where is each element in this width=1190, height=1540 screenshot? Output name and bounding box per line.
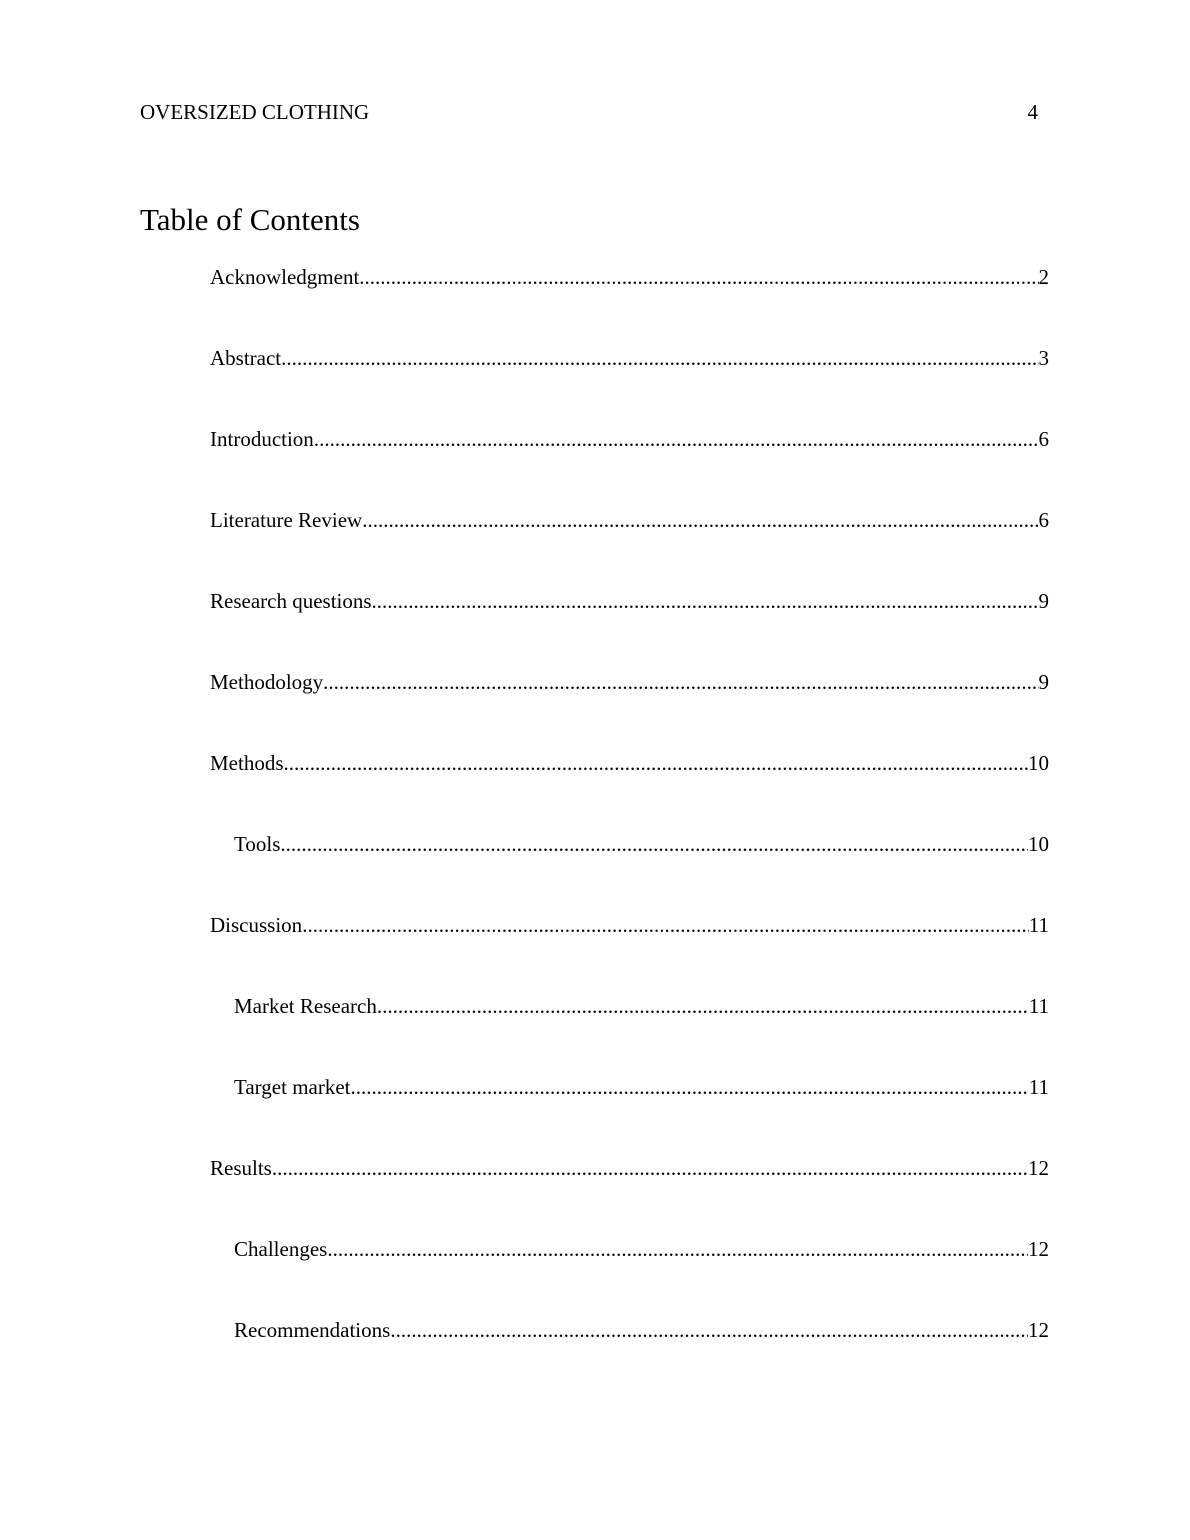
toc-entry-label: Market Research <box>234 994 377 1018</box>
toc-entry-label: Recommendations <box>234 1318 391 1342</box>
toc-entry-acknowledgment[interactable] <box>210 262 1049 343</box>
toc-entry-label: Literature Review <box>210 508 363 532</box>
toc-entry-page: 10 <box>1028 832 1049 856</box>
toc-entry-label: Challenges <box>234 1237 328 1261</box>
toc-list <box>210 262 1049 1396</box>
toc-entry-label: Research questions <box>210 589 372 613</box>
toc-entry-label: Methods <box>210 751 284 775</box>
toc-entry-page: 12 <box>1028 1156 1049 1180</box>
dot-leader <box>390 1315 1028 1345</box>
toc-entry-page: 9 <box>1038 670 1049 694</box>
dot-leader <box>362 505 1038 535</box>
toc-entry-abstract[interactable] <box>210 343 1049 424</box>
toc-entry-label: Tools <box>234 832 281 856</box>
dot-leader <box>314 424 1039 454</box>
toc-entry-page: 11 <box>1028 994 1049 1018</box>
toc-entry-page: 3 <box>1038 346 1049 370</box>
dot-leader <box>351 1072 1029 1102</box>
toc-entry-recommendations[interactable] <box>210 1315 1049 1396</box>
toc-entry-label: Results <box>210 1156 272 1180</box>
toc-entry-page: 12 <box>1028 1237 1049 1261</box>
toc-entry-page: 6 <box>1038 508 1049 532</box>
toc-entry-introduction[interactable] <box>210 424 1049 505</box>
toc-entry-discussion[interactable] <box>210 910 1049 991</box>
toc-entry-page: 11 <box>1028 913 1049 937</box>
toc-entry-target-market[interactable] <box>210 1072 1049 1153</box>
toc-entry-results[interactable] <box>210 1153 1049 1234</box>
toc-entry-label: Abstract <box>210 346 282 370</box>
toc-entry-market-research[interactable] <box>210 991 1049 1072</box>
toc-entry-page: 6 <box>1038 427 1049 451</box>
dot-leader <box>377 991 1029 1021</box>
toc-entry-research-questions[interactable] <box>210 586 1049 667</box>
toc-entry-label: Methodology <box>210 670 324 694</box>
toc-entry-page: 2 <box>1038 265 1049 289</box>
dot-leader <box>323 667 1038 697</box>
toc-entry-page: 9 <box>1038 589 1049 613</box>
dot-leader <box>359 262 1038 292</box>
toc-entry-label: Introduction <box>210 427 314 451</box>
dot-leader <box>327 1234 1028 1264</box>
toc-entry-methodology[interactable] <box>210 667 1049 748</box>
dot-leader <box>372 586 1039 616</box>
dot-leader <box>302 910 1029 940</box>
dot-leader <box>281 343 1038 373</box>
toc-heading: Table of Contents <box>140 202 360 237</box>
dot-leader <box>280 829 1028 859</box>
toc-entry-page: 10 <box>1028 751 1049 775</box>
toc-entry-label: Discussion <box>210 913 303 937</box>
running-head <box>140 99 1040 125</box>
toc-entry-label: Target market <box>234 1075 351 1099</box>
running-title: OVERSIZED CLOTHING <box>140 100 370 124</box>
dot-leader <box>284 748 1029 778</box>
dot-leader <box>272 1153 1028 1183</box>
toc-entry-label: Acknowledgment <box>210 265 360 289</box>
toc-entry-page: 12 <box>1028 1318 1049 1342</box>
toc-entry-tools[interactable] <box>210 829 1049 910</box>
toc-entry-literature-review[interactable] <box>210 505 1049 586</box>
page-number: 4 <box>1027 100 1038 124</box>
toc-entry-challenges[interactable] <box>210 1234 1049 1315</box>
toc-entry-page: 11 <box>1028 1075 1049 1099</box>
toc-entry-methods[interactable] <box>210 748 1049 829</box>
